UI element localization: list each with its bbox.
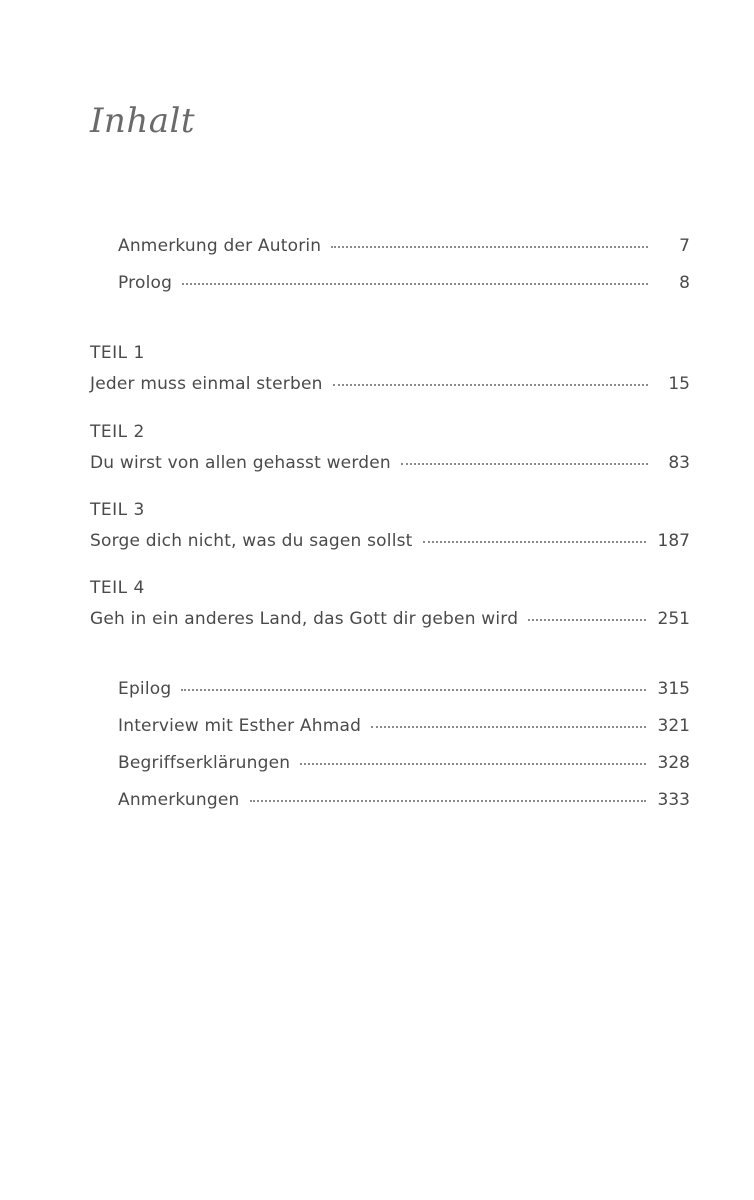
part-label: TEIL 1 bbox=[90, 343, 145, 363]
part-label: TEIL 4 bbox=[90, 578, 145, 598]
toc-entry[interactable] bbox=[90, 529, 690, 553]
toc-entry-page: 7 bbox=[679, 236, 690, 256]
toc-entry[interactable] bbox=[118, 714, 690, 738]
toc-entry-page: 321 bbox=[657, 716, 690, 736]
toc-entry-page: 83 bbox=[668, 453, 690, 473]
dot-leader bbox=[331, 246, 648, 248]
toc-entry-title: Du wirst von allen gehasst werden bbox=[90, 453, 391, 473]
dot-leader bbox=[250, 800, 646, 802]
toc-entry[interactable] bbox=[90, 607, 690, 631]
toc-entry-page: 315 bbox=[657, 679, 690, 699]
toc-entry[interactable] bbox=[118, 677, 690, 701]
toc-entry-page: 333 bbox=[657, 790, 690, 810]
toc-entry[interactable] bbox=[118, 271, 690, 295]
toc-entry[interactable] bbox=[118, 234, 690, 258]
toc-entry[interactable] bbox=[118, 751, 690, 775]
toc-entry-title: Sorge dich nicht, was du sagen sollst bbox=[90, 531, 413, 551]
toc-entry-title: Begriffserklärungen bbox=[118, 753, 291, 773]
toc-entry-page: 15 bbox=[668, 374, 690, 394]
toc-entry-title: Anmerkungen bbox=[118, 790, 240, 810]
toc-entry[interactable] bbox=[118, 788, 690, 812]
toc-entry-title: Anmerkung der Autorin bbox=[118, 236, 322, 256]
toc-entry-title: Interview mit Esther Ahmad bbox=[118, 716, 362, 736]
toc-entry-title: Prolog bbox=[118, 273, 173, 293]
dot-leader bbox=[401, 463, 648, 465]
dot-leader bbox=[423, 541, 646, 543]
toc-entry-page: 187 bbox=[657, 531, 690, 551]
toc-entry[interactable] bbox=[90, 372, 690, 396]
dot-leader bbox=[333, 384, 648, 386]
part-label: TEIL 3 bbox=[90, 500, 145, 520]
toc-entry-page: 251 bbox=[657, 609, 690, 629]
dot-leader bbox=[371, 726, 645, 728]
part-label: TEIL 2 bbox=[90, 422, 145, 442]
dot-leader bbox=[181, 689, 645, 691]
toc-entry-page: 328 bbox=[657, 753, 690, 773]
toc-entry-title: Epilog bbox=[118, 679, 172, 699]
dot-leader bbox=[182, 283, 648, 285]
toc-entry-title: Geh in ein anderes Land, das Gott dir geben wird bbox=[90, 609, 519, 629]
toc-entry-title: Jeder muss einmal sterben bbox=[90, 374, 323, 394]
dot-leader bbox=[300, 763, 645, 765]
toc-entry-page: 8 bbox=[679, 273, 690, 293]
page-title: Inhalt bbox=[90, 101, 196, 141]
dot-leader bbox=[528, 619, 645, 621]
toc-entry[interactable] bbox=[90, 451, 690, 475]
